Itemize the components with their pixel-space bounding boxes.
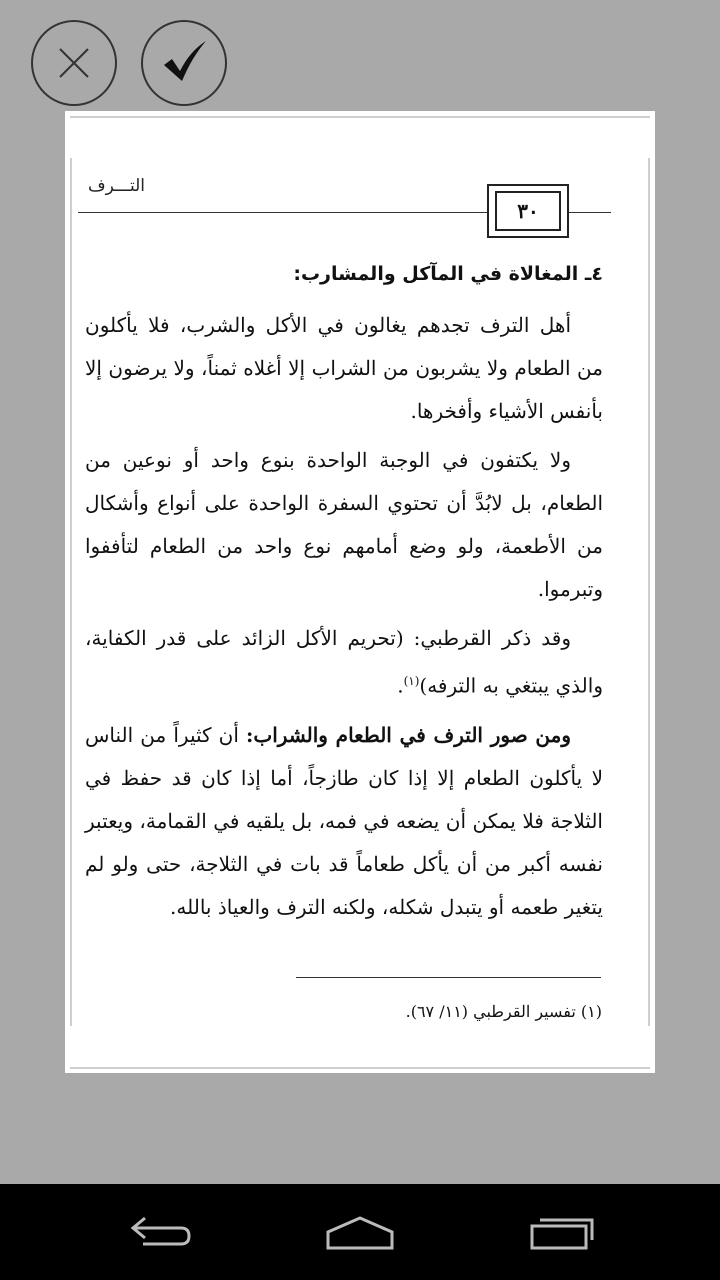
home-icon [322, 1212, 398, 1252]
page-edge [70, 1067, 650, 1069]
recent-apps-icon [526, 1212, 598, 1252]
close-icon [54, 43, 94, 83]
page-number: ٣٠ [517, 199, 539, 223]
page-number-box [487, 184, 569, 238]
paragraph-4 [85, 714, 603, 929]
footnote-divider [296, 977, 601, 978]
paragraph-3-text: وقد ذكر القرطبي: (تحريم الأكل الزائد على قدر الكفاية، والذي يبتغي به الترفه) [85, 626, 603, 698]
paragraph-4-lead: ومن صور الترف في الطعام والشراب: [246, 722, 571, 747]
footnote: (١) تفسير القرطبي (١١/ ٦٧). [405, 1002, 602, 1021]
recent-apps-button[interactable] [517, 1200, 607, 1264]
footnote-ref: (١) [403, 674, 420, 688]
navigation-bar [0, 1184, 720, 1280]
back-arrow-icon [125, 1212, 195, 1252]
paragraph-4-text: أن كثيراً من الناس لا يأكلون الطعام إلا إذا كان طازجاً، أما إذا كان قد حفظ في الثلاجة فلا يمكن أن يضعه في فمه، بل يلقيه في القمامة، ويعتبر نفسه أكبر من أن يأكل طعاماً قد بات في الثلاجة، حتى ولو لم يتغير طعمه أو يتبدل شكله، ولكنه الترف والعياذ بالله. [85, 722, 603, 919]
checkmark-icon [158, 37, 210, 89]
page-edge [70, 116, 650, 118]
page-edge [648, 158, 650, 1026]
paragraph-3 [85, 617, 603, 708]
chapter-title: التـــرف [88, 176, 145, 196]
paragraph-3-end: . [397, 673, 404, 698]
paragraph-1: أهل الترف تجدهم يغالون في الأكل والشرب، فلا يأكلون من الطعام ولا يشربون من الشراب إلا أغلاه ثمناً، ولا يرضون إلا بأنفس الأشياء وأفخرها. [85, 313, 603, 423]
cancel-button[interactable] [31, 20, 117, 106]
home-button[interactable] [315, 1200, 405, 1264]
page-content [85, 256, 603, 935]
paragraph-2: ولا يكتفون في الوجبة الواحدة بنوع واحد أو نوعين من الطعام، بل لابُدَّ أن تحتوي السفرة الواحدة على أنواع وأشكال من الأطعمة، ولو وضع أمامهم نوع واحد من الطعام لتأففوا وتبرموا. [85, 448, 603, 601]
section-heading: ٤ـ المغالاة في المآكل والمشارب: [293, 263, 603, 285]
page-edge [70, 158, 72, 1026]
confirm-button[interactable] [141, 20, 227, 106]
back-button[interactable] [115, 1200, 205, 1264]
